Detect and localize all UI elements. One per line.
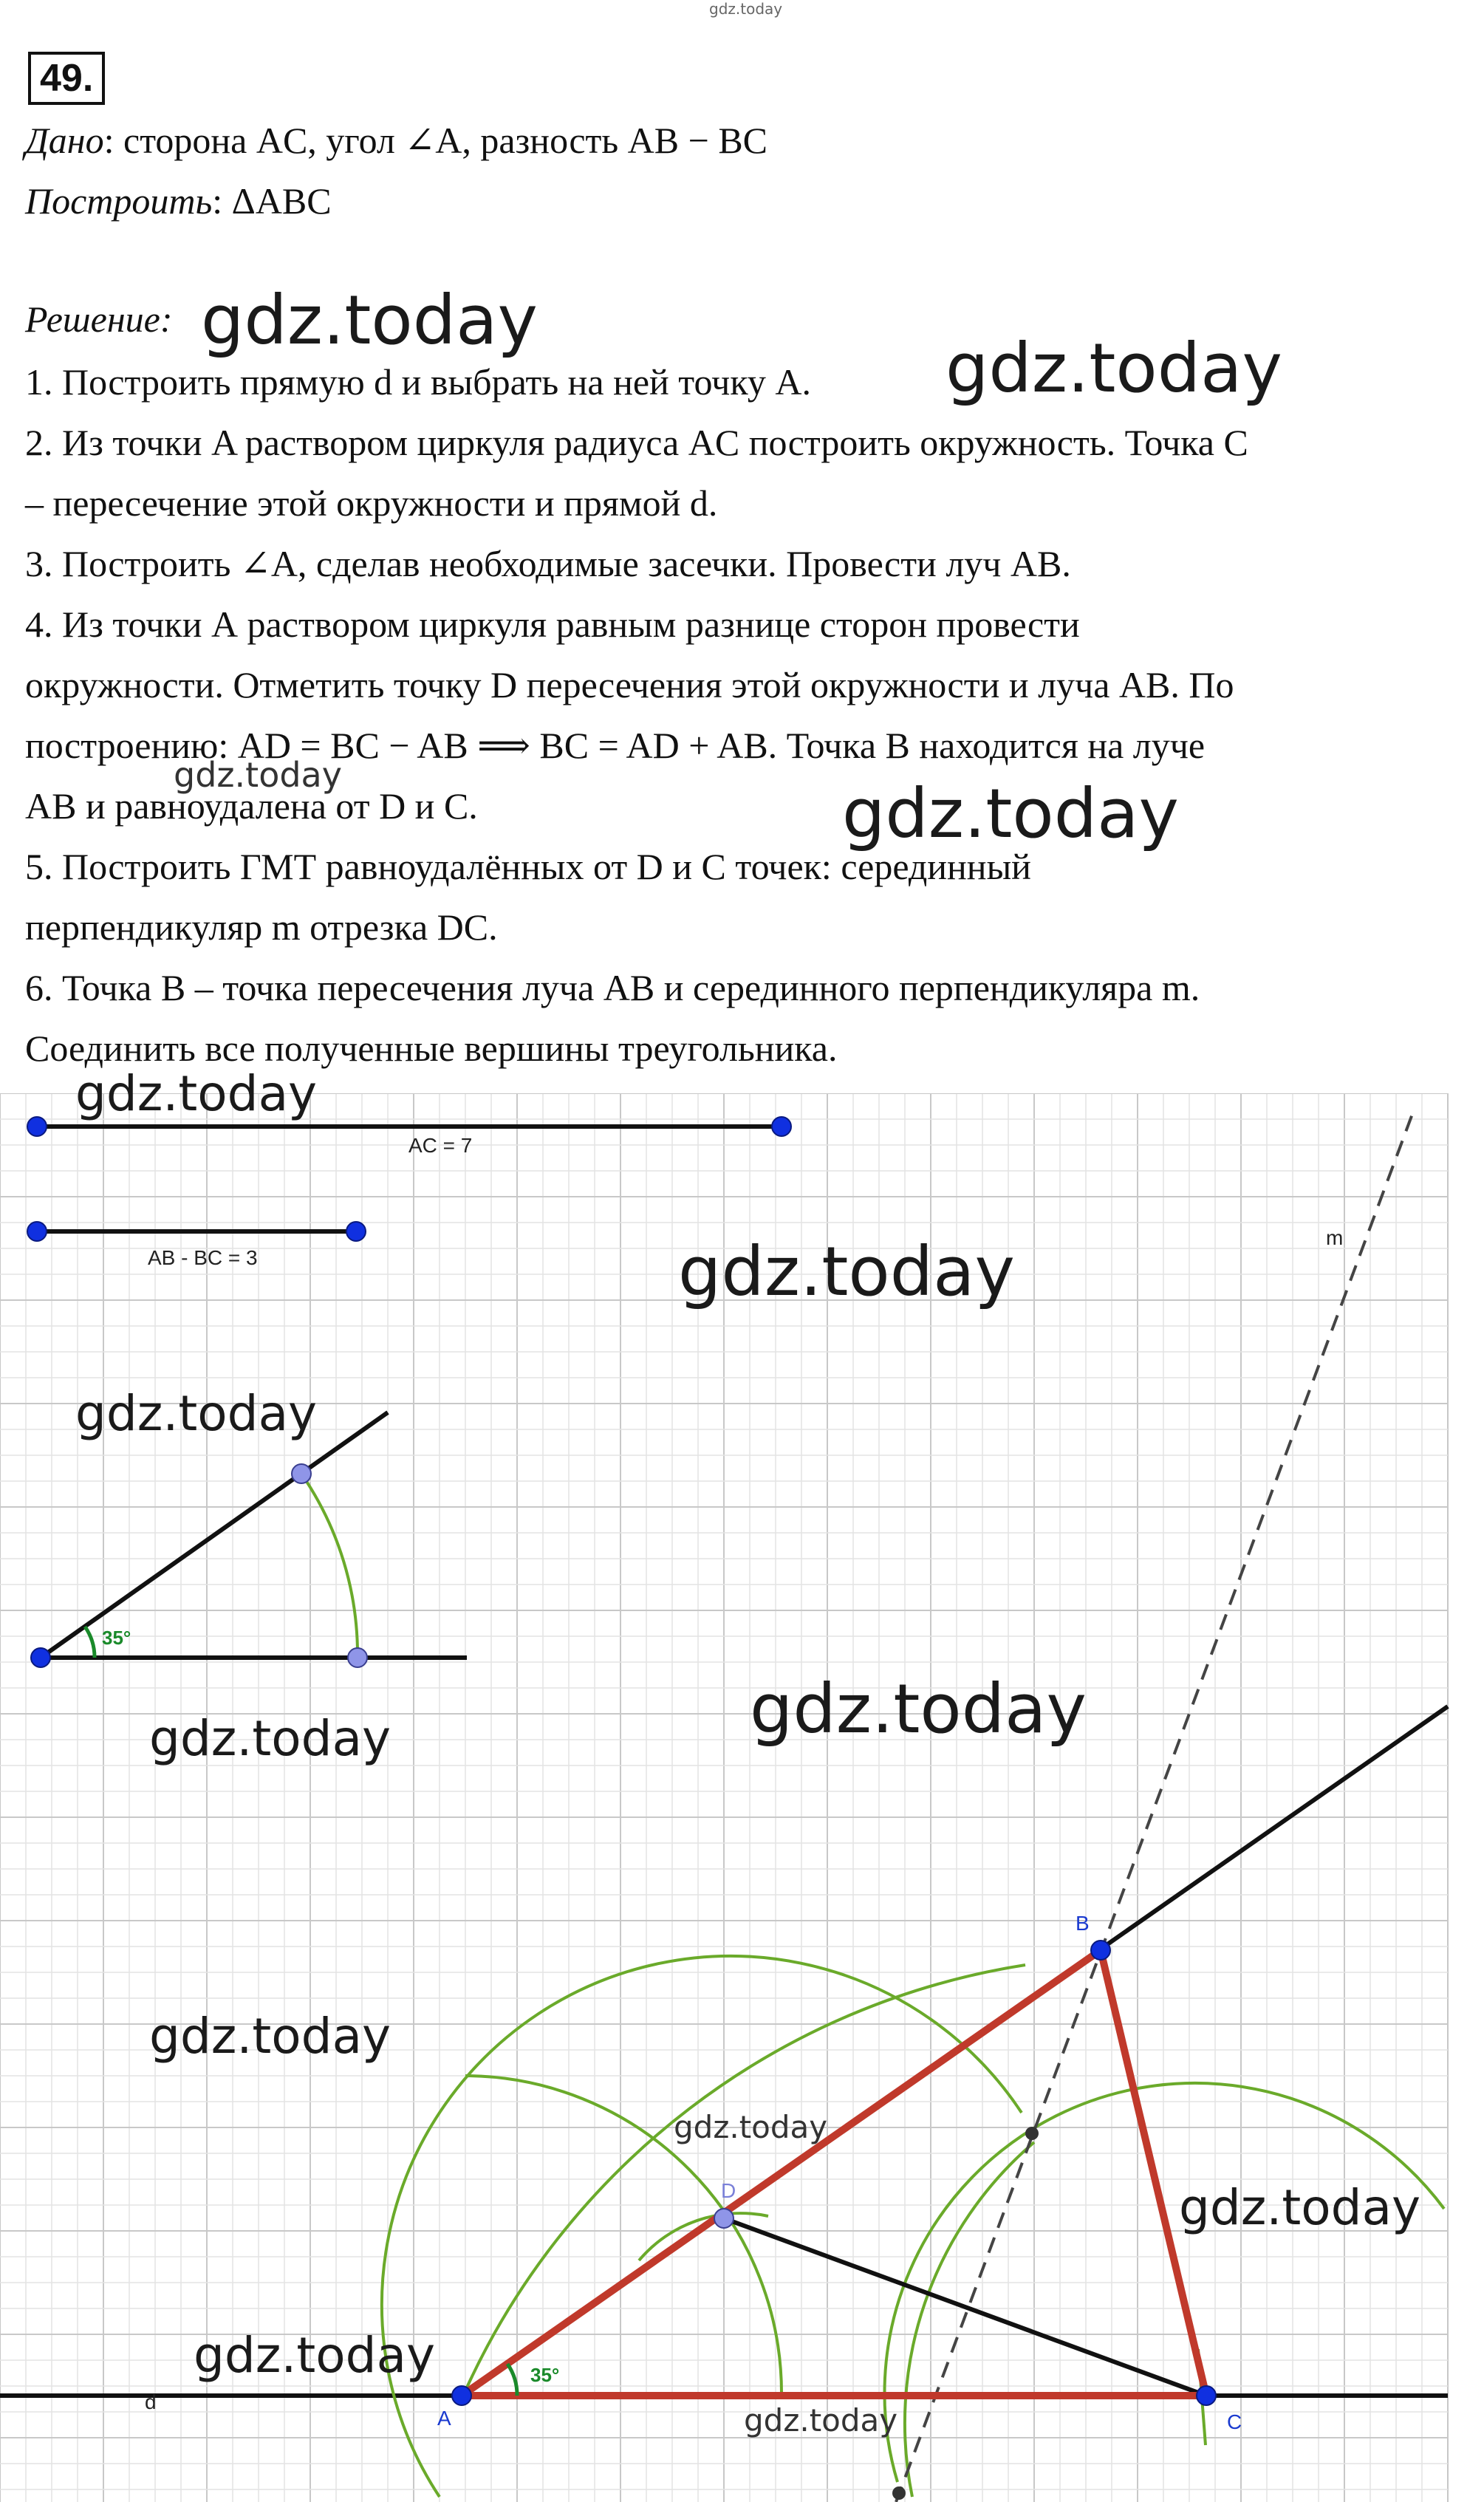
step-line: 6. Точка B – точка пересечения луча AB и серединного перпендикуляра m. <box>25 967 1200 1008</box>
problem-number: 49. <box>28 52 105 105</box>
point-c-label: C <box>1227 2410 1242 2433</box>
step-line: построению: AD = BC − AB ⟹ BC = AD + AB. Точка B находится на луче <box>25 725 1206 766</box>
line-m-label: m <box>1326 1226 1344 1249</box>
point-d-label: D <box>721 2179 736 2202</box>
point-intersection-upper <box>1025 2127 1039 2140</box>
watermark: gdz.today <box>1179 2179 1421 2236</box>
point-c <box>1197 2386 1216 2405</box>
step-line: 4. Из точки А раствором циркуля равным разнице сторон провести <box>25 604 1080 645</box>
construct-line <box>25 179 332 223</box>
watermark: gdz.today <box>75 1385 318 1442</box>
segment-diff-label: AB - BC = 3 <box>148 1246 258 1269</box>
step-line: Соединить все полученные вершины треугольника. <box>25 1028 838 1069</box>
segment-ac-endpoint <box>27 1117 47 1136</box>
main-angle-marker <box>507 2364 517 2396</box>
segment-ac-endpoint <box>772 1117 791 1136</box>
point-d <box>714 2209 734 2228</box>
point-b <box>1091 1941 1110 1960</box>
solution-colon: : <box>160 298 173 340</box>
watermark: gdz.today <box>750 1669 1087 1749</box>
step-line: 5. Построить ГМТ равноудалённых от D и C точек: серединный <box>25 846 1031 887</box>
segment-ac-label: AC = 7 <box>408 1134 473 1157</box>
step-line: 2. Из точки A раствором циркуля радиуса AC построить окружность. Точка C <box>25 422 1248 463</box>
small-angle-marker <box>85 1627 95 1658</box>
line-m <box>896 1108 1415 2502</box>
construct-label: Построить <box>25 180 213 222</box>
watermark: gdz.today <box>75 1065 318 1122</box>
watermark: gdz.today <box>194 2327 436 2384</box>
watermark: gdz.today <box>674 2109 828 2145</box>
arc-center-c-left <box>905 2142 1034 2497</box>
small-angle-arc-point <box>348 1648 367 1667</box>
point-intersection-lower <box>892 2486 906 2500</box>
segment-diff-endpoint <box>346 1222 366 1241</box>
step-line: – пересечение этой окружности и прямой d. <box>25 482 718 524</box>
main-angle-label: 35° <box>530 2364 560 2386</box>
step-line: 3. Построить ∠A, сделав необходимые засечки. Провести луч AB. <box>25 543 1071 584</box>
watermark: gdz.today <box>149 2008 391 2065</box>
segment-dc <box>724 2218 1206 2396</box>
small-angle-arc-point <box>292 1464 311 1483</box>
construct-text: : ΔABC <box>212 180 332 222</box>
circle-radius-ac <box>463 1965 1025 2396</box>
watermark: gdz.today <box>842 774 1179 853</box>
small-angle-vertex <box>31 1648 50 1667</box>
watermark: gdz.today <box>174 755 342 795</box>
solution-heading <box>25 297 173 341</box>
header-watermark: gdz.today <box>709 0 783 18</box>
point-a-label: A <box>437 2407 451 2430</box>
given-line <box>25 118 767 163</box>
triangle-abc <box>462 1950 1206 2396</box>
point-a <box>452 2386 471 2405</box>
step-line: окружности. Отметить точку D пересечения этой окружности и луча AB. По <box>25 664 1234 705</box>
watermark: gdz.today <box>946 329 1282 408</box>
small-angle-label: 35° <box>102 1627 131 1649</box>
watermark: gdz.today <box>201 281 538 360</box>
step-line: AB и равноудалена от D и C. <box>25 785 478 827</box>
line-d-label: d <box>145 2390 157 2413</box>
segment-diff-endpoint <box>27 1222 47 1241</box>
given-label: Дано <box>25 120 104 161</box>
watermark: gdz.today <box>149 1710 391 1767</box>
watermark: gdz.today <box>678 1232 1015 1311</box>
step-line: 1. Построить прямую d и выбрать на ней точку A. <box>25 361 812 403</box>
step-line: перпендикуляр m отрезка DC. <box>25 906 498 948</box>
point-b-label: B <box>1076 1912 1090 1935</box>
solution-label: Решение <box>25 298 160 340</box>
watermark: gdz.today <box>744 2402 898 2438</box>
given-text: : сторона AC, угол ∠A, разность AB − BC <box>103 120 768 161</box>
